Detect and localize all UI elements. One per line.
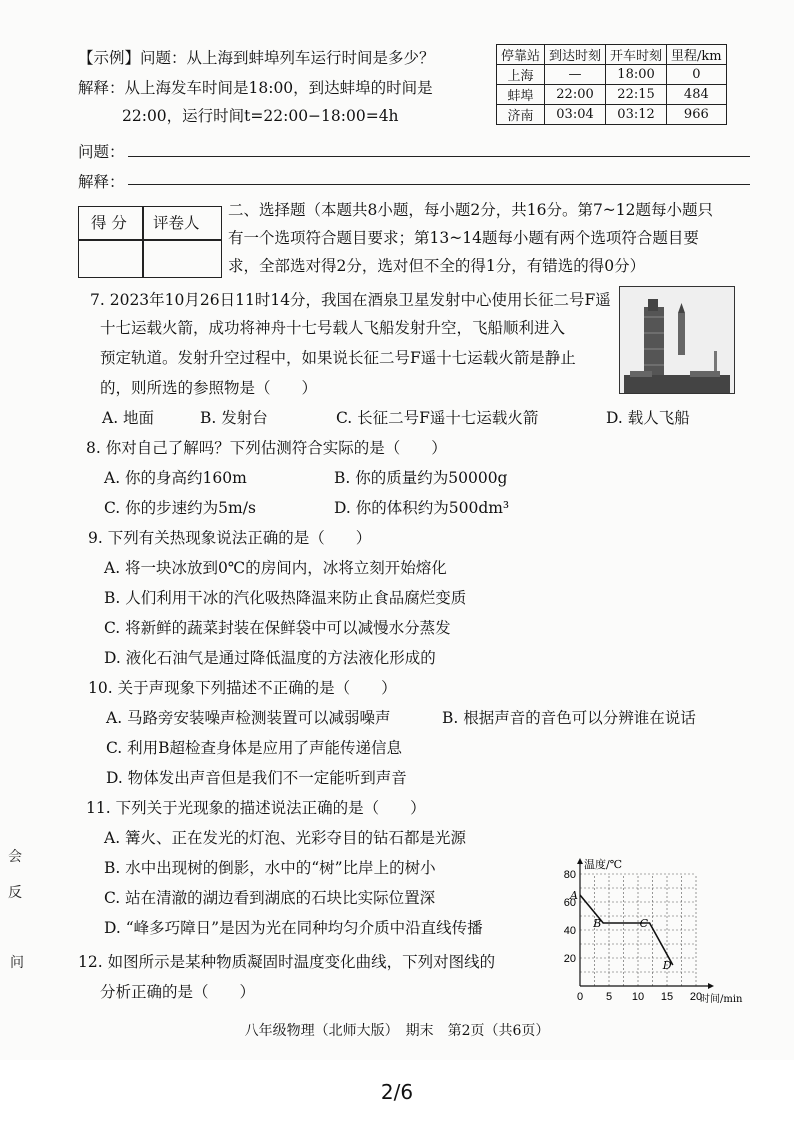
y-tick-label: 20 bbox=[563, 953, 576, 965]
y-axis-arrow bbox=[577, 858, 583, 864]
table-cell: 03:04 bbox=[545, 105, 606, 125]
table-row bbox=[497, 65, 727, 85]
point-label: D bbox=[662, 959, 672, 972]
y-tick-label: 60 bbox=[563, 897, 576, 909]
q7-option-c[interactable]: C. 长征二号F遥十七运载火箭 bbox=[336, 409, 539, 427]
q8-option-b[interactable]: B. 你的质量约为50000g bbox=[334, 469, 508, 487]
q9-option-c[interactable]: C. 将新鲜的蔬菜封装在保鲜袋中可以减慢水分蒸发 bbox=[104, 619, 451, 637]
train-schedule-table bbox=[496, 44, 727, 125]
score-box bbox=[78, 206, 222, 278]
q8-option-d[interactable]: D. 你的体积约为500dm³ bbox=[334, 499, 510, 517]
q7-line-4: 的，则所选的参照物是（ ） bbox=[100, 379, 318, 397]
section-2-line-2: 有一个选项符合题目要求；第13~14题每小题有两个选项符合题目要 bbox=[228, 229, 699, 247]
q7-option-d[interactable]: D. 载人飞船 bbox=[606, 409, 690, 427]
q10-option-c[interactable]: C. 利用B超检查身体是应用了声能传递信息 bbox=[106, 739, 403, 757]
table-header-row bbox=[497, 45, 727, 65]
q10-option-a[interactable]: A. 马路旁安装噪声检测装置可以减弱噪声 bbox=[106, 709, 391, 727]
grader-label: 评卷人 bbox=[153, 214, 200, 232]
q11-option-b[interactable]: B. 水中出现树的倒影，水中的“树”比岸上的树小 bbox=[104, 859, 436, 877]
edge-fragment: 反 bbox=[8, 885, 22, 901]
q9-option-b[interactable]: B. 人们利用干冰的汽化吸热降温来防止食品腐烂变质 bbox=[104, 589, 467, 607]
table-cell: 蚌埠 bbox=[497, 85, 545, 105]
q11-option-d[interactable]: D. “峰多巧障日”是因为光在同种均匀介质中沿直线传播 bbox=[104, 919, 483, 937]
q7-line-2: 十七运载火箭，成功将神舟十七号载人飞船发射升空，飞船顺利进入 bbox=[100, 319, 566, 337]
question-label: 问题： bbox=[78, 143, 125, 161]
x-tick-label: 0 bbox=[576, 991, 584, 1003]
table-cell: 0 bbox=[667, 65, 727, 85]
table-header: 停靠站 bbox=[497, 45, 545, 65]
section-2-line-1: 二、选择题（本题共8小题，每小题2分，共16分。第7~12题每小题只 bbox=[228, 201, 714, 219]
table-cell: 18:00 bbox=[606, 65, 667, 85]
score-label: 得 分 bbox=[91, 214, 127, 232]
rocket-launch-photo bbox=[619, 286, 735, 394]
explain-label: 解释： bbox=[78, 173, 125, 191]
q10-option-b[interactable]: B. 根据声音的音色可以分辨谁在说话 bbox=[442, 709, 696, 727]
table-row bbox=[497, 85, 727, 105]
table-header: 开车时刻 bbox=[606, 45, 667, 65]
section-2-line-3: 求，全部选对得2分，选对但不全的得1分，有错选的得0分） bbox=[228, 257, 646, 275]
q9-option-d[interactable]: D. 液化石油气是通过降低温度的方法液化形成的 bbox=[104, 649, 436, 667]
q7-option-b[interactable]: B. 发射台 bbox=[200, 409, 268, 427]
explain-answer-line[interactable] bbox=[128, 184, 750, 185]
x-tick-label: 5 bbox=[605, 991, 613, 1003]
table-cell: 03:12 bbox=[606, 105, 667, 125]
y-axis-label: 温度/℃ bbox=[584, 858, 623, 871]
page-indicator: 2/6 bbox=[380, 1080, 414, 1104]
q9-option-a[interactable]: A. 将一块冰放到0℃的房间内，冰将立刻开始熔化 bbox=[104, 559, 447, 577]
q7-option-a[interactable]: A. 地面 bbox=[102, 409, 155, 427]
edge-fragment: 会 bbox=[8, 849, 22, 865]
table-cell: — bbox=[545, 65, 606, 85]
q12-line-2: 分析正确的是（ ） bbox=[100, 983, 256, 1001]
example-line-1: 【示例】问题：从上海到蚌埠列车运行时间是多少？ bbox=[78, 49, 435, 67]
table-cell: 966 bbox=[667, 105, 727, 125]
q11-option-a[interactable]: A. 篝火、正在发光的灯泡、光彩夺目的钻石都是光源 bbox=[104, 829, 467, 847]
q12-line-1: 12. 如图所示是某种物质凝固时温度变化曲线，下列对图线的 bbox=[78, 953, 496, 971]
table-header: 到达时刻 bbox=[545, 45, 606, 65]
table-cell: 上海 bbox=[497, 65, 545, 85]
point-label: A bbox=[570, 889, 578, 902]
q11-option-c[interactable]: C. 站在清澈的湖边看到湖底的石块比实际位置深 bbox=[104, 889, 436, 907]
point-label: C bbox=[639, 917, 649, 930]
table-row bbox=[497, 105, 727, 125]
page-footer: 八年级物理（北师大版） 期末 第2页（共6页） bbox=[244, 1023, 550, 1039]
point-label: B bbox=[593, 917, 602, 930]
y-tick-label: 40 bbox=[563, 925, 576, 937]
q10-option-d[interactable]: D. 物体发出声音但是我们不一定能听到声音 bbox=[106, 769, 407, 787]
q8-option-c[interactable]: C. 你的步速约为5m/s bbox=[104, 499, 256, 517]
table-cell: 22:00 bbox=[545, 85, 606, 105]
edge-fragment: 问 bbox=[10, 955, 24, 971]
table-cell: 484 bbox=[667, 85, 727, 105]
table-header: 里程/km bbox=[667, 45, 727, 65]
q8-option-a[interactable]: A. 你的身高约160m bbox=[104, 469, 247, 487]
example-line-2: 解释：从上海发车时间是18:00，到达蚌埠的时间是 bbox=[78, 79, 433, 97]
question-answer-line[interactable] bbox=[128, 156, 750, 157]
q7-line-3: 预定轨道。发射升空过程中，如果说长征二号F遥十七运载火箭是静止 bbox=[100, 349, 576, 367]
example-line-3: 22:00，运行时间t=22:00−18:00=4h bbox=[122, 107, 399, 125]
x-tick-label: 15 bbox=[660, 991, 674, 1003]
q9-stem: 9. 下列有关热现象说法正确的是（ ） bbox=[88, 529, 372, 547]
temperature-chart bbox=[548, 852, 768, 1012]
x-axis-label: 时间/min bbox=[700, 994, 743, 1005]
q8-stem: 8. 你对自己了解吗？下列估测符合实际的是（ ） bbox=[86, 439, 447, 457]
x-tick-label: 20 bbox=[689, 991, 703, 1003]
x-tick-label: 10 bbox=[631, 991, 645, 1003]
y-tick-label: 80 bbox=[563, 869, 576, 881]
x-axis-arrow bbox=[708, 983, 714, 989]
table-cell: 22:15 bbox=[606, 85, 667, 105]
q10-stem: 10. 关于声现象下列描述不正确的是（ ） bbox=[88, 679, 397, 697]
q11-stem: 11. 下列关于光现象的描述说法正确的是（ ） bbox=[86, 799, 426, 817]
q7-line-1: 7. 2023年10月26日11时14分，我国在酒泉卫星发射中心使用长征二号F遥 bbox=[90, 291, 611, 309]
table-cell: 济南 bbox=[497, 105, 545, 125]
